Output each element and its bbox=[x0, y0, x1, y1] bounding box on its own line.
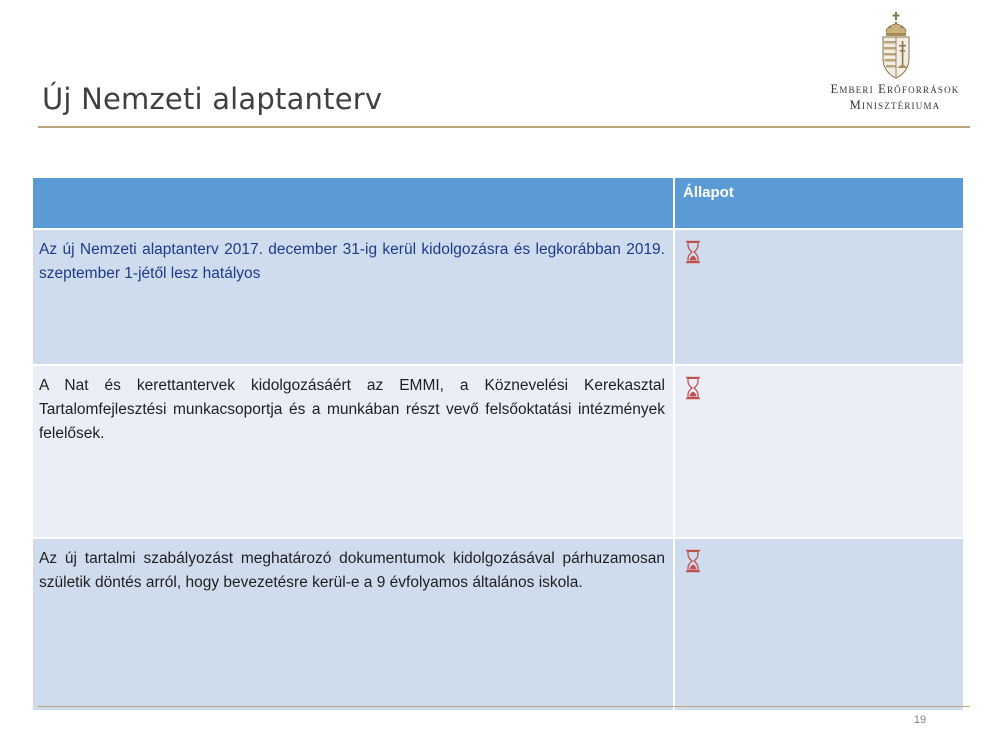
row-text: Az új tartalmi szabályozást meghatározó dokumentumok kidolgozásával párhuzamosan születik döntés arról, hogy bevezetésre kerül-e a 9 évfolyamos általános iskola. bbox=[32, 538, 674, 711]
row-text: Az új Nemzeti alaptanterv 2017. december 31-ig kerül kidolgozásra és legkorábban 2019. szeptember 1-jétől lesz hatályos bbox=[32, 229, 674, 365]
footer-divider bbox=[38, 706, 970, 707]
table-row bbox=[32, 365, 964, 538]
header-cell-status: Állapot bbox=[674, 177, 964, 229]
logo-text-line-2: Minisztériuma bbox=[849, 98, 941, 112]
page-number: 19 bbox=[913, 714, 927, 726]
hourglass-icon bbox=[685, 240, 701, 264]
row-status bbox=[674, 365, 964, 538]
row-text: A Nat és kerettantervek kidolgozásáért az EMMI, a Köznevelési Kerekasztal Tartalomfejlesztési munkacsoportja és a munkában részt vevő felsőoktatási intézmények felelősek. bbox=[32, 365, 674, 538]
table-row bbox=[32, 229, 964, 365]
table-header-row bbox=[32, 177, 964, 229]
table-row bbox=[32, 538, 964, 711]
logo-text-line-1: Emberi Erőforrások bbox=[830, 82, 960, 96]
hourglass-icon bbox=[685, 549, 701, 573]
slide-title: Új Nemzeti alaptanterv bbox=[42, 82, 383, 116]
status-table bbox=[31, 176, 965, 712]
header-cell-description bbox=[32, 177, 674, 229]
title-divider bbox=[38, 126, 970, 128]
row-status bbox=[674, 538, 964, 711]
hourglass-icon bbox=[685, 376, 701, 400]
hungarian-coat-of-arms-icon bbox=[878, 12, 914, 80]
ministry-logo bbox=[820, 12, 970, 116]
row-status bbox=[674, 229, 964, 365]
